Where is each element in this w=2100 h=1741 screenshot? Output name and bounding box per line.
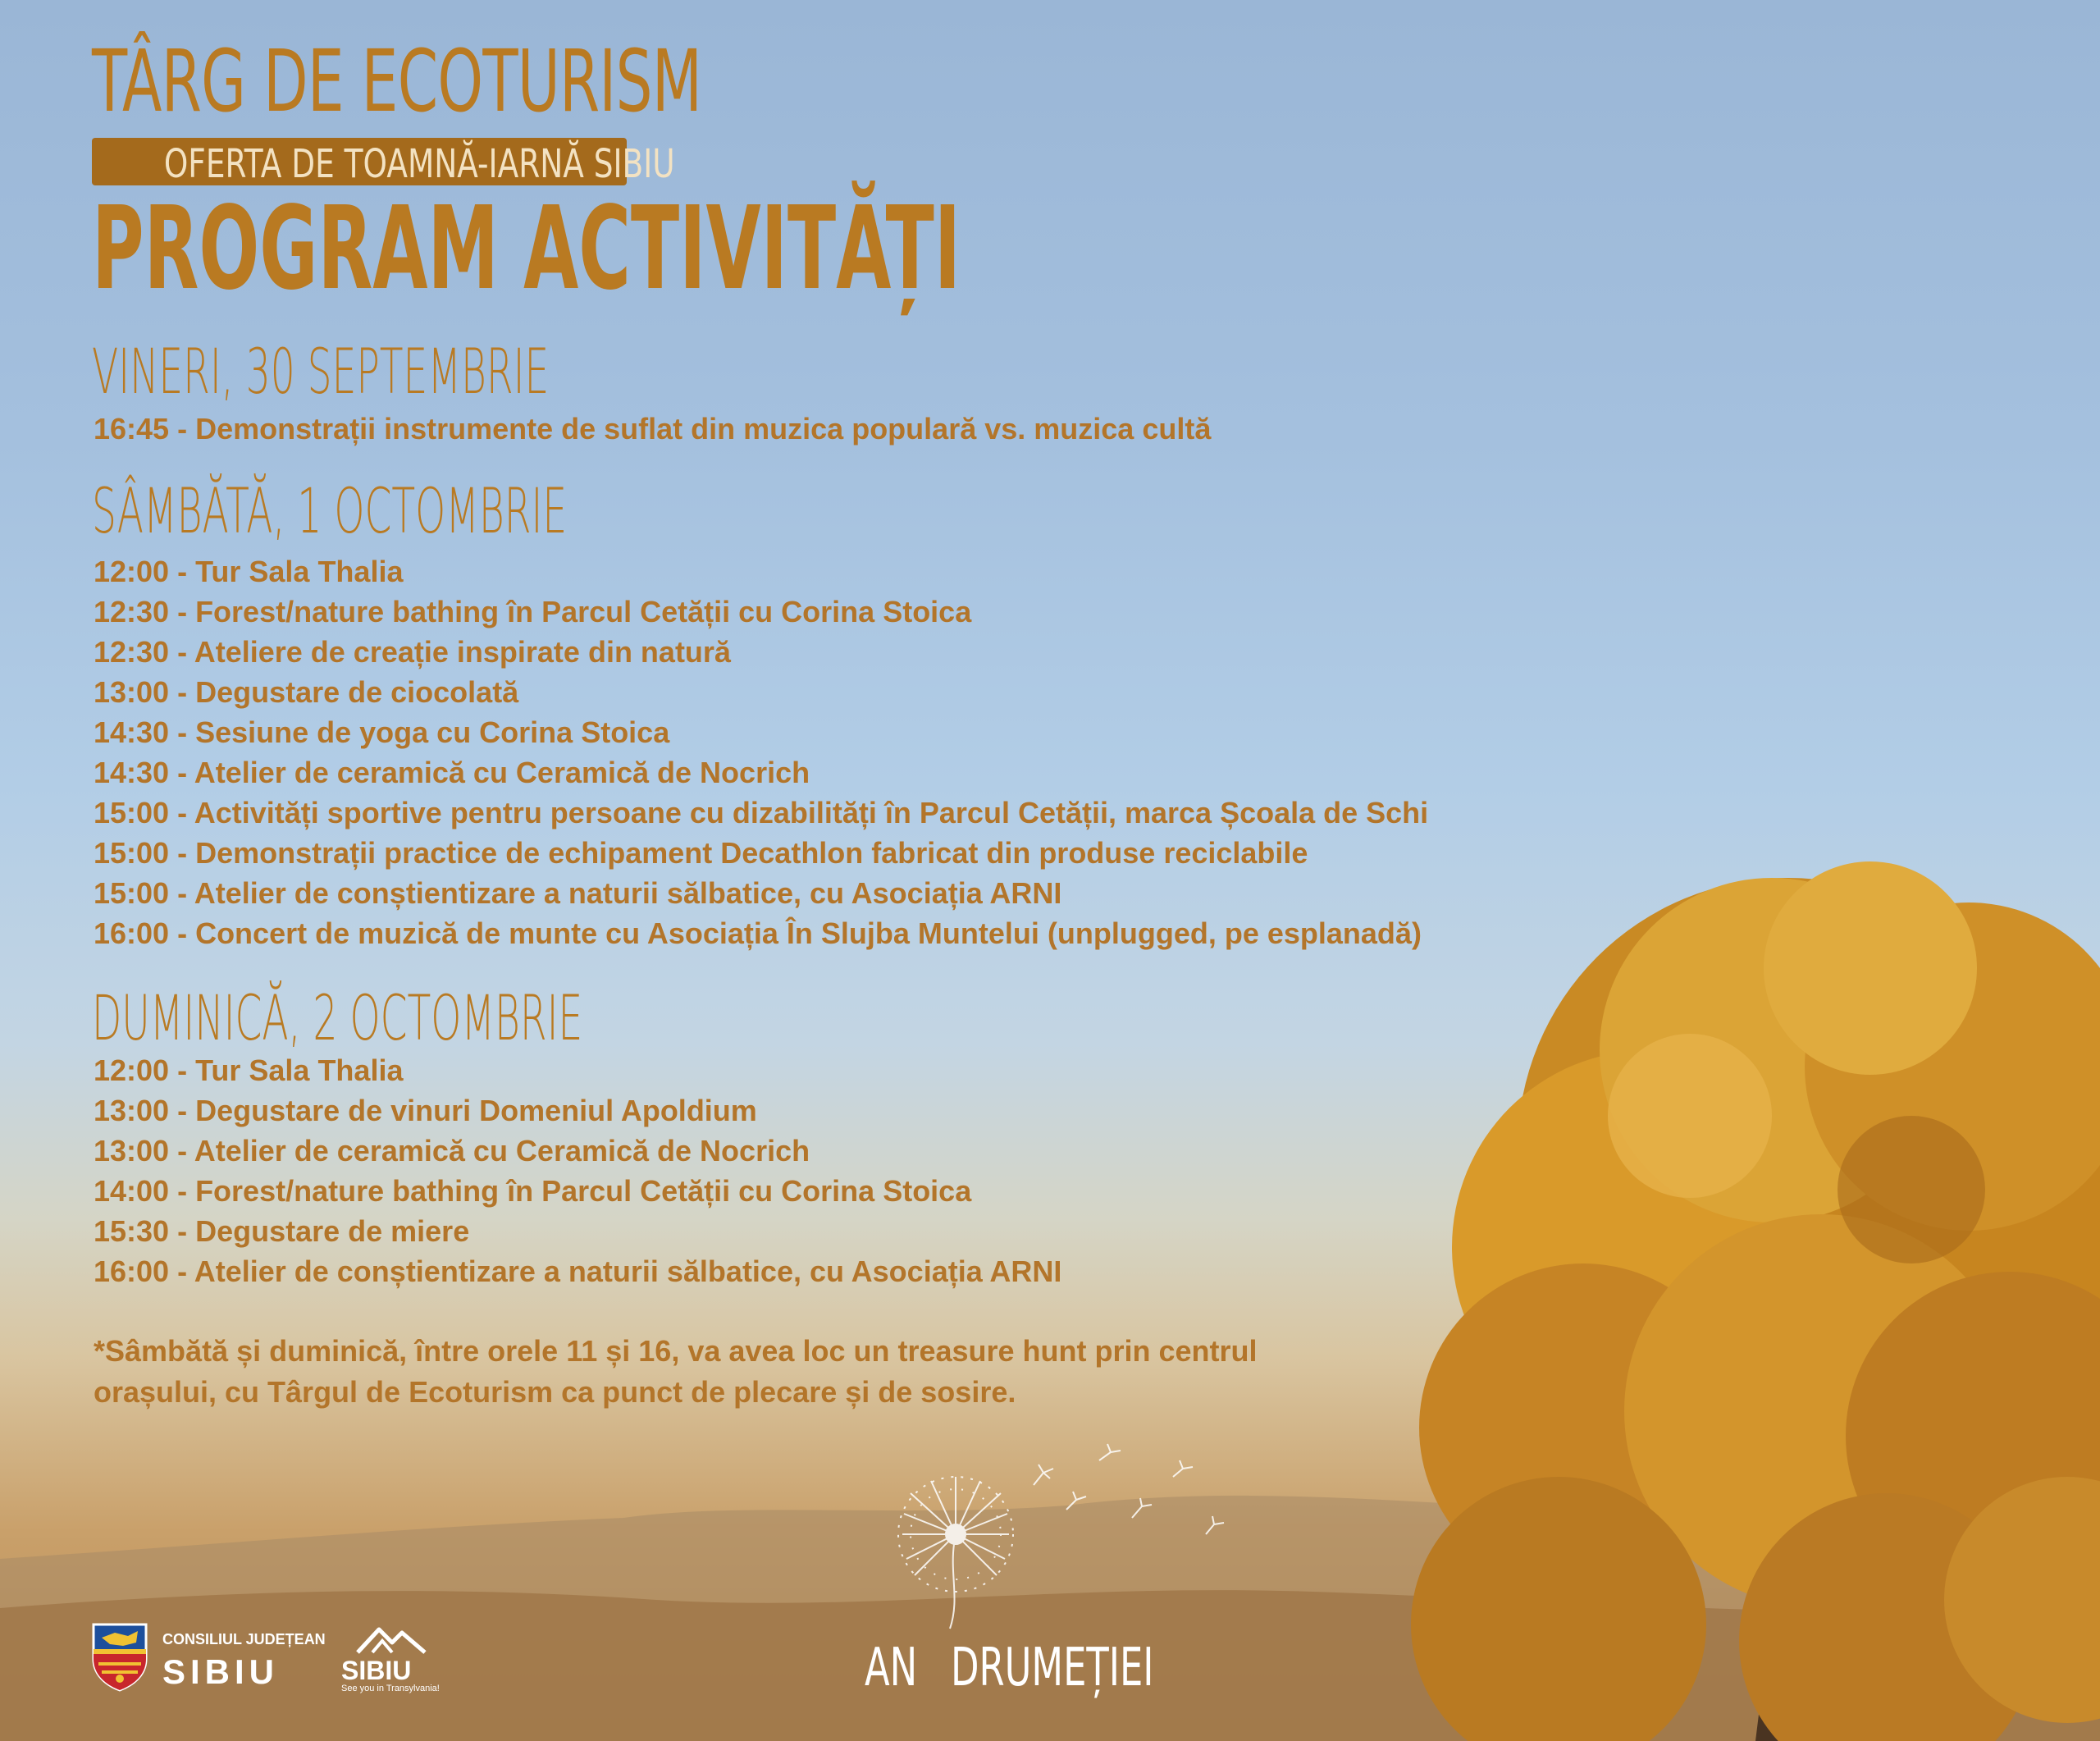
anul-a-text: AN [865,1638,918,1698]
event-item: 12:30 - Forest/nature bathing în Parcul Cetății cu Corina Stoica [94,595,972,628]
day-heading-friday: VINERI, 30 SEPTEMBRIE [92,335,550,408]
event-item: 12:00 - Tur Sala Thalia [94,555,404,588]
dandelion-icon [853,1428,1239,1633]
note-line-2: orașului, cu Târgul de Ecoturism ca punct de plecare și de sosire. [94,1375,1016,1409]
event-item: 15:00 - Activități sportive pentru persoane cu dizabilități în Parcul Cetății, marca Școala de Schi [94,796,1429,829]
event-item: 14:00 - Forest/nature bathing în Parcul Cetății cu Corina Stoica [94,1174,972,1208]
event-item: 15:30 - Degustare de miere [94,1214,470,1248]
event-list-friday [94,409,1211,449]
consiliul-judetean-sibiu-logo [90,1621,326,1692]
event-item: 14:30 - Sesiune de yoga cu Corina Stoica [94,715,670,749]
event-item: 16:00 - Atelier de conștientizare a naturii sălbatice, cu Asociația ARNI [94,1254,1062,1288]
anul-b-text: DRUMEȚIEI [951,1638,1154,1698]
fair-subtitle: OFERTA DE TOAMNĂ-IARNĂ SIBIU [163,141,675,187]
event-list-sunday [94,1050,1061,1291]
event-item: 13:00 - Degustare de vinuri Domeniul Apoldium [94,1094,757,1127]
event-item: 15:00 - Atelier de conștientizare a naturii sălbatice, cu Asociația ARNI [94,876,1062,910]
sibiu-tourism-logo [338,1621,445,1697]
event-item: 15:00 - Demonstrații practice de echipament Decathlon fabricat din produse reciclabile [94,836,1308,870]
sibiu-name: SIBIU [341,1656,412,1685]
subtitle-band [92,138,675,187]
cj-label: CONSILIUL JUDEȚEAN [162,1631,326,1647]
event-item: 13:00 - Atelier de ceramică cu Ceramică de Nocrich [94,1134,810,1168]
autumn-tree [1411,861,2100,1741]
sibiu-tagline: See you in Transylvania! [341,1684,440,1693]
event-item: 16:00 - Concert de muzică de munte cu Asociația În Slujba Muntelui (unplugged, pe esplanadă) [94,916,1422,950]
fair-title: TÂRG DE ECOTURISM [92,31,702,131]
event-item: 12:30 - Ateliere de creație inspirate din natură [94,635,731,669]
mountain-roof-icon [354,1623,428,1656]
event-item: 12:00 - Tur Sala Thalia [94,1053,404,1087]
event-item: 13:00 - Degustare de ciocolată [94,675,519,709]
cj-name: SIBIU [162,1652,280,1691]
anul-drumetiei-logo [853,1428,1239,1707]
day-heading-sunday: DUMINICĂ, 2 OCTOMBRIE [92,981,583,1054]
event-item: 16:45 - Demonstrații instrumente de suflat din muzica populară vs. muzica cultă [94,412,1212,446]
treasure-hunt-note [94,1331,1488,1413]
program-title: PROGRAM ACTIVITĂȚI [92,182,961,316]
note-line-1: *Sâmbătă și duminică, între orele 11 și 16, va avea loc un treasure hunt prin centrul [94,1334,1258,1368]
day-heading-saturday: SÂMBĂTĂ, 1 OCTOMBRIE [92,474,568,547]
event-item: 14:30 - Atelier de ceramică cu Ceramică de Nocrich [94,756,810,789]
county-coat-of-arms-icon [90,1621,149,1692]
event-list-saturday [94,551,1428,953]
